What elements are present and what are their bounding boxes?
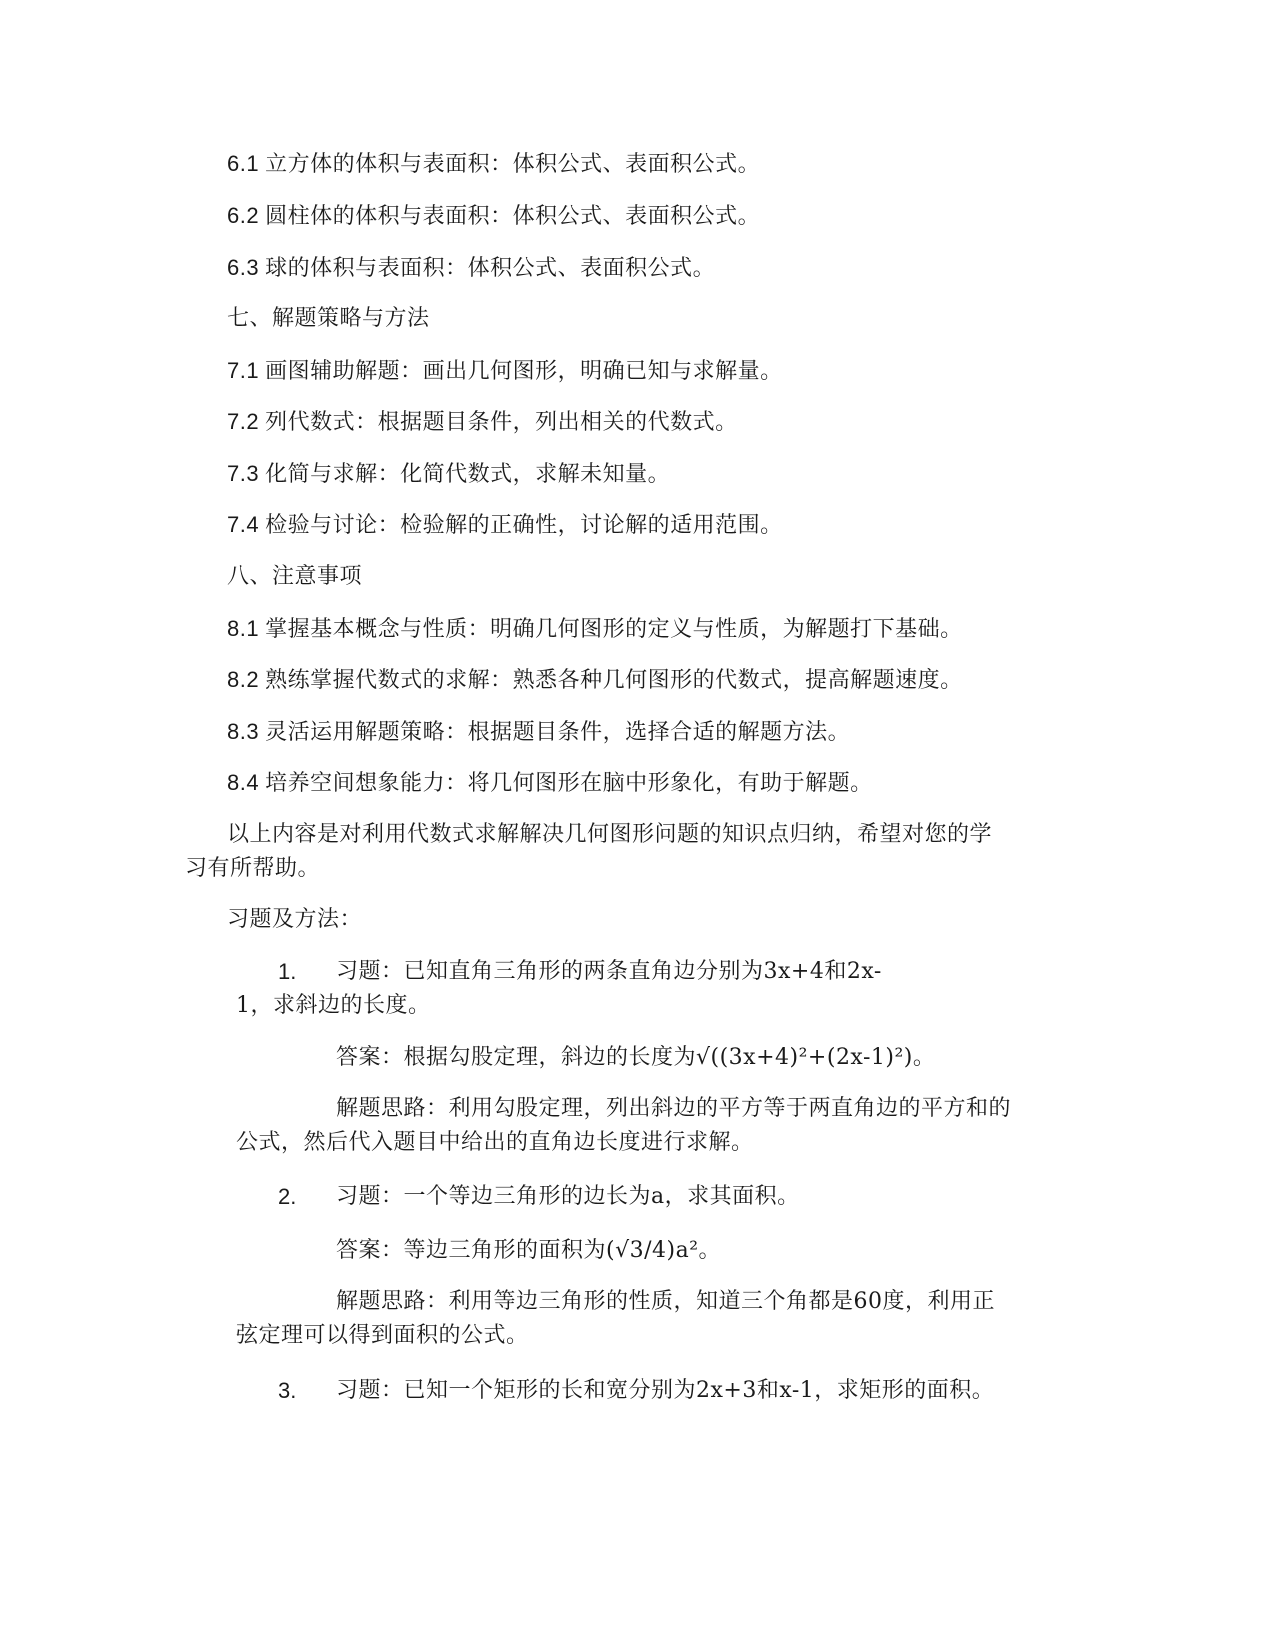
list-item-8-4 bbox=[227, 766, 873, 801]
item-number: 6.3 bbox=[227, 255, 260, 280]
exercise-1-answer: 答案：根据勾股定理，斜边的长度为√((3x+4)²+(2x-1)²)。 bbox=[336, 1045, 936, 1070]
item-number: 8.2 bbox=[227, 667, 260, 692]
list-item-6-3 bbox=[227, 251, 715, 286]
item-number: 7.1 bbox=[227, 358, 260, 383]
item-text: 灵活运用解题策略：根据题目条件，选择合适的解题方法。 bbox=[265, 720, 851, 745]
item-text: 画图辅助解题：画出几何图形，明确已知与求解量。 bbox=[265, 359, 783, 384]
list-item-6-1 bbox=[227, 147, 760, 182]
item-text: 球的体积与表面积：体积公式、表面积公式。 bbox=[265, 256, 716, 281]
item-number: 7.4 bbox=[227, 512, 260, 537]
section-heading-7: 七、解题策略与方法 bbox=[227, 306, 430, 331]
list-item-7-1 bbox=[227, 354, 783, 389]
section-heading-8: 八、注意事项 bbox=[227, 564, 363, 589]
summary-line-2: 习有所帮助。 bbox=[185, 856, 321, 881]
item-number: 8.3 bbox=[227, 719, 260, 744]
list-item-8-1 bbox=[227, 612, 963, 647]
item-text: 化简与求解：化简代数式，求解未知量。 bbox=[265, 462, 671, 487]
list-item-7-4 bbox=[227, 508, 783, 543]
item-text: 熟练掌握代数式的求解：熟悉各种几何图形的代数式，提高解题速度。 bbox=[265, 668, 963, 693]
list-item-7-3 bbox=[227, 457, 670, 492]
exercise-number: 3. bbox=[278, 1378, 297, 1403]
item-number: 6.1 bbox=[227, 151, 260, 176]
item-text: 检验与讨论：检验解的正确性，讨论解的适用范围。 bbox=[265, 513, 783, 538]
exercise-2-question: 习题：一个等边三角形的边长为a，求其面积。 bbox=[336, 1184, 800, 1209]
exercises-heading: 习题及方法： bbox=[227, 907, 363, 932]
item-text: 立方体的体积与表面积：体积公式、表面积公式。 bbox=[265, 152, 761, 177]
exercise-2-answer: 答案：等边三角形的面积为(√3/4)a²。 bbox=[336, 1238, 722, 1263]
list-item-6-2 bbox=[227, 199, 760, 234]
item-text: 培养空间想象能力：将几何图形在脑中形象化，有助于解题。 bbox=[265, 771, 873, 796]
item-text: 圆柱体的体积与表面积：体积公式、表面积公式。 bbox=[265, 204, 761, 229]
exercise-number: 1. bbox=[278, 959, 297, 984]
exercise-1-approach-line-2: 公式，然后代入题目中给出的直角边长度进行求解。 bbox=[236, 1130, 754, 1155]
exercise-number: 2. bbox=[278, 1184, 297, 1209]
exercise-1-question-line-2: 1，求斜边的长度。 bbox=[236, 993, 431, 1018]
exercise-1-question-line-1: 习题：已知直角三角形的两条直角边分别为3x+4和2x- bbox=[336, 959, 882, 984]
item-number: 6.2 bbox=[227, 203, 260, 228]
exercise-2-approach-line-1: 解题思路：利用等边三角形的性质，知道三个角都是60度，利用正 bbox=[336, 1289, 995, 1314]
list-item-7-2 bbox=[227, 405, 738, 440]
list-item-8-3 bbox=[227, 715, 850, 750]
item-text: 列代数式：根据题目条件，列出相关的代数式。 bbox=[265, 410, 738, 435]
exercise-1-approach-line-1: 解题思路：利用勾股定理，列出斜边的平方等于两直角边的平方和的 bbox=[336, 1096, 1012, 1121]
item-number: 8.1 bbox=[227, 616, 260, 641]
item-number: 8.4 bbox=[227, 770, 260, 795]
exercise-3-question: 习题：已知一个矩形的长和宽分别为2x+3和x-1，求矩形的面积。 bbox=[336, 1378, 995, 1403]
item-number: 7.3 bbox=[227, 461, 260, 486]
item-text: 掌握基本概念与性质：明确几何图形的定义与性质，为解题打下基础。 bbox=[265, 617, 963, 642]
exercise-2-approach-line-2: 弦定理可以得到面积的公式。 bbox=[236, 1323, 529, 1348]
summary-line-1: 以上内容是对利用代数式求解解决几何图形问题的知识点归纳，希望对您的学 bbox=[227, 822, 993, 847]
list-item-8-2 bbox=[227, 663, 963, 698]
item-number: 7.2 bbox=[227, 409, 260, 434]
